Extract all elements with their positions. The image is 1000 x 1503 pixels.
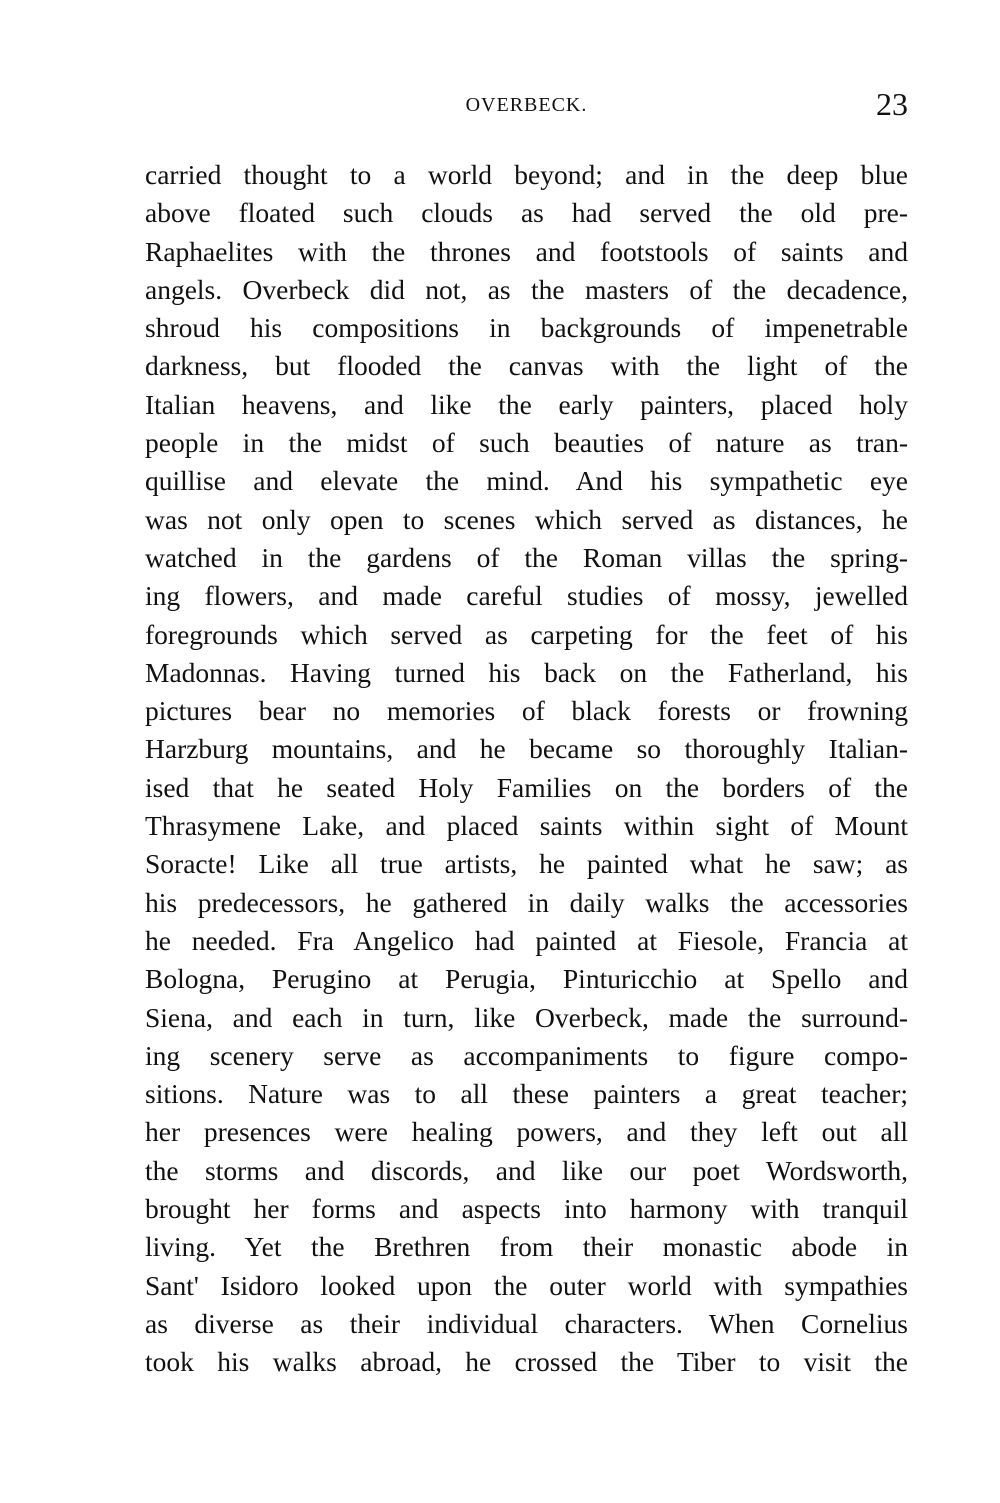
text-line: ing scenery serve as accompaniments to figure compo- xyxy=(145,1039,908,1071)
text-line: as diverse as their individual characters. When Cornelius xyxy=(145,1307,908,1339)
text-line: carried thought to a world beyond; and in the deep blue xyxy=(145,159,908,190)
text-line: took his walks abroad, he crossed the Tiber to visit the xyxy=(145,1346,908,1378)
text-line: brought her forms and aspects into harmony with tranquil xyxy=(145,1193,908,1225)
text-line: Italian heavens, and like the early painters, placed holy xyxy=(145,388,908,420)
text-line: Bologna, Perugino at Perugia, Pinturicchio at Spello and xyxy=(145,963,908,995)
text-line: the storms and discords, and like our poet Wordsworth, xyxy=(145,1154,908,1186)
body-text xyxy=(145,156,908,1382)
text-line: ing flowers, and made careful studies of mossy, jewelled xyxy=(145,580,908,612)
text-line: Soracte! Like all true artists, he painted what he saw; as xyxy=(145,848,908,880)
text-line: her presences were healing powers, and they left out all xyxy=(145,1116,908,1148)
text-line: pictures bear no memories of black forests or frowning xyxy=(145,695,908,727)
running-title: OVERBECK. xyxy=(465,94,588,116)
text-line: was not only open to scenes which served as distances, he xyxy=(145,503,908,535)
text-line: living. Yet the Brethren from their monastic abode in xyxy=(145,1231,908,1263)
page-header xyxy=(145,86,908,126)
text-line: his predecessors, he gathered in daily walks the accessories xyxy=(145,886,908,918)
text-line: Sant' Isidoro looked upon the outer world with sympathies xyxy=(145,1269,908,1301)
text-line: darkness, but flooded the canvas with the light of the xyxy=(145,350,908,382)
text-line: people in the midst of such beauties of nature as tran- xyxy=(145,427,908,459)
text-line: Thrasymene Lake, and placed saints within sight of Mount xyxy=(145,810,908,842)
text-line: Siena, and each in turn, like Overbeck, made the surround- xyxy=(145,1001,908,1033)
text-line: he needed. Fra Angelico had painted at Fiesole, Francia at xyxy=(145,924,908,956)
text-line: watched in the gardens of the Roman villas the spring- xyxy=(145,541,908,573)
text-line: shroud his compositions in backgrounds of impenetrable xyxy=(145,312,908,344)
text-line: Madonnas. Having turned his back on the Fatherland, his xyxy=(145,656,908,688)
page-number: 23 xyxy=(876,86,908,122)
text-line: above floated such clouds as had served the old pre- xyxy=(145,197,908,229)
text-line: angels. Overbeck did not, as the masters of the decadence, xyxy=(145,273,908,305)
text-line: Raphaelites with the thrones and footstools of saints and xyxy=(145,235,908,267)
text-line: ised that he seated Holy Families on the borders of the xyxy=(145,771,908,803)
text-line: quillise and elevate the mind. And his sympathetic eye xyxy=(145,465,908,497)
text-line: foregrounds which served as carpeting for the feet of his xyxy=(145,618,908,650)
text-line: sitions. Nature was to all these painters a great teacher; xyxy=(145,1078,908,1110)
text-line: Harzburg mountains, and he became so thoroughly Italian- xyxy=(145,733,908,765)
